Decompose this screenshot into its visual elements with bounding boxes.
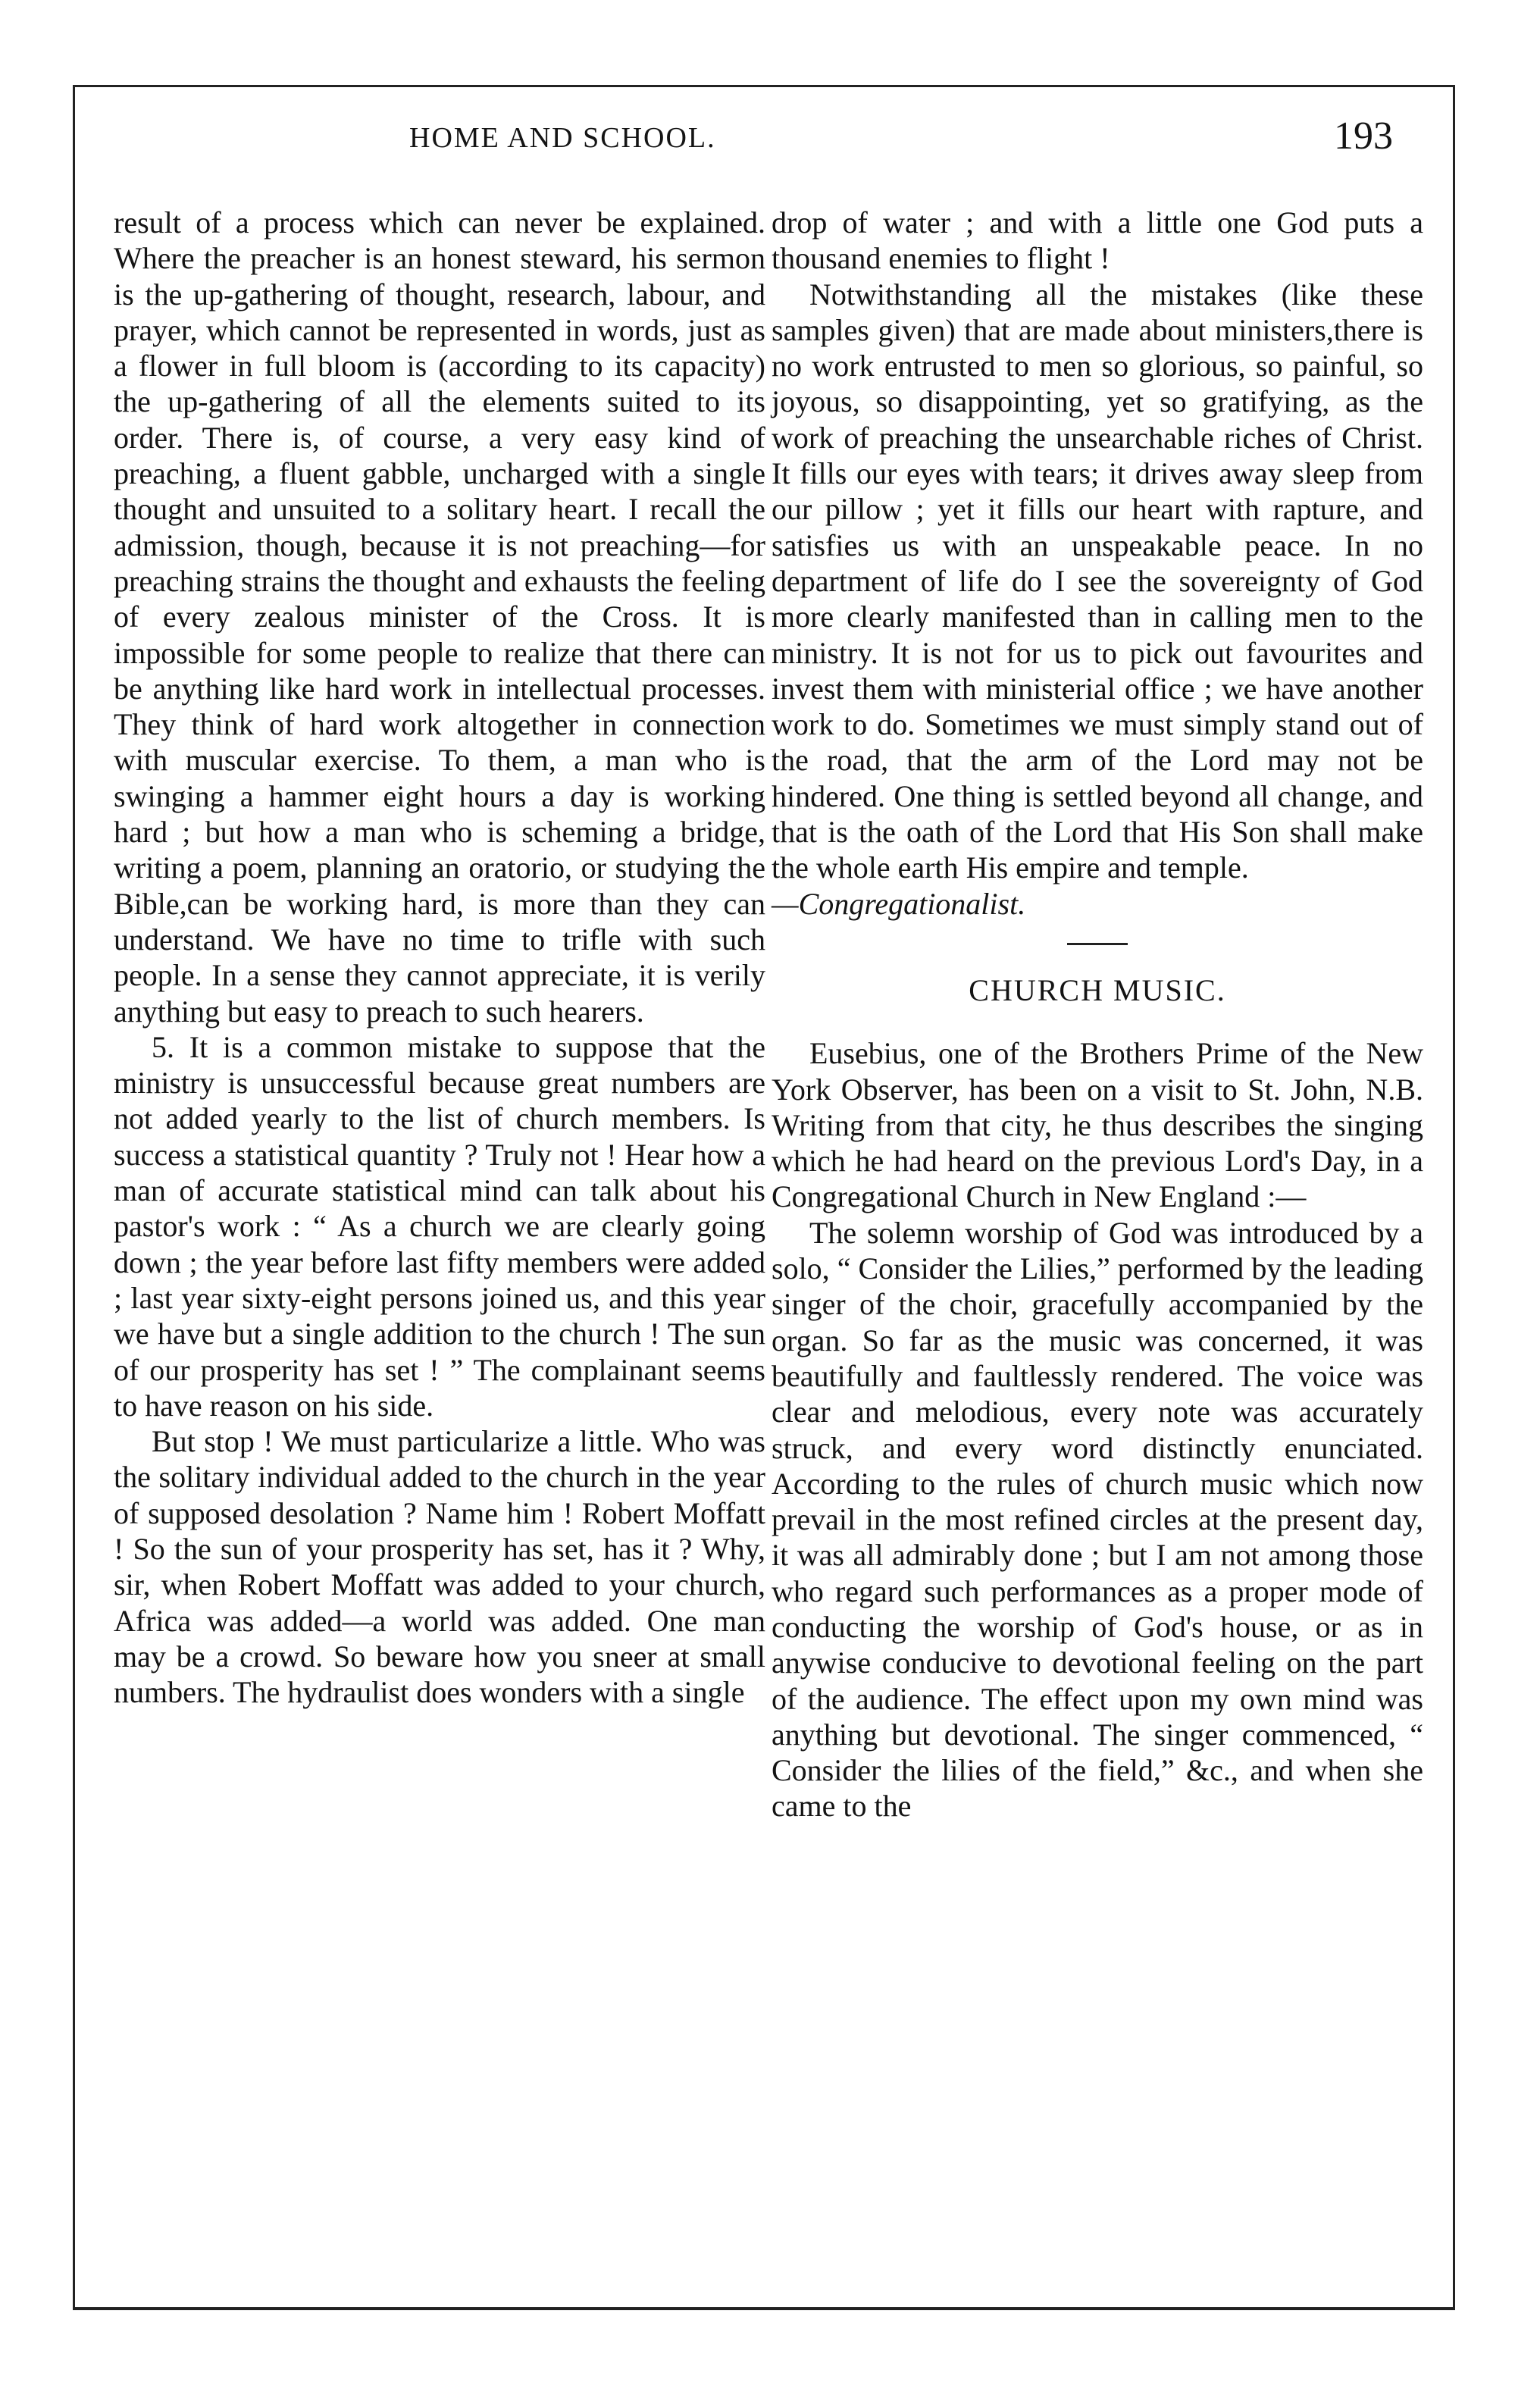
left-paragraph-2: 5. It is a common mistake to suppose that the ministry is unsuccessful because great numbers are not added yearly to the list of church members. Is success a statistical quantity ? Truly not ! Hear how a man of accurate statistical mind can talk about his pastor's work : “ As a church we are clearly going down ; the year before last fifty members were added ; last year sixty-eight persons joined us, and this year we have but a single addition to the church ! The sun of our prosperity has set ! ” The complainant seems to have reason on his side. xyxy=(114,1029,765,1423)
running-title: HOME AND SCHOOL. xyxy=(409,122,716,154)
source-attribution: —Congregationalist. xyxy=(772,886,1026,921)
right-paragraph-1: drop of water ; and with a little one God puts a thousand enemies to flight ! xyxy=(772,205,1423,276)
right-paragraph-2: Notwithstanding all the mistakes (like these samples given) that are made about ministers,there is no work entrusted to men so glorious, so painful, so joyous, so disappointing, yet so gratifying, as the work of preaching the unsearchable riches of Christ. It fills our eyes with tears; it drives away sleep from our pillow ; yet it fills our heart with rapture, and satisfies us with an unspeakable peace. In no department of life do I see the sovereignty of God more clearly manifested than in calling men to the ministry. It is not for us to pick out favourites and invest them with ministerial office ; we have another work to do. Sometimes we must simply stand out of the road, that the arm of the Lord may not be hindered. One thing is settled beyond all change, and that is the oath of the Lord that His Son shall make the whole earth His empire and temple. xyxy=(772,277,1423,885)
left-column xyxy=(114,205,765,1710)
left-paragraph-3: But stop ! We must particularize a little. Who was the solitary individual added to the church in the year of supposed desolation ? Name him ! Robert Moffatt ! So the sun of your prosperity has set, has it ? Why, sir, when Robert Moffatt was added to your church, Africa was added—a world was added. One man may be a crowd. So beware how you sneer at small numbers. The hydraulist does wonders with a single xyxy=(114,1424,765,1710)
right-paragraph-3: Eusebius, one of the Brothers Prime of the New York Observer, has been on a visit to St. John, N.B. Writing from that city, he thus describes the singing which he had heard on the previous Lord's Day, in a Congregational Church in New England :— xyxy=(772,1036,1423,1214)
section-divider xyxy=(1067,943,1128,945)
right-paragraph-4: The solemn worship of God was introduced by a solo, “ Consider the Lilies,” performed by the leading singer of the choir, gracefully accompanied by the organ. So far as the music was concerned, it was beautifully and faultlessly rendered. The voice was clear and melodious, every note was accurately struck, and every word distinctly enunciated. According to the rules of church music which now prevail in the most refined circles at the present day, it was all admirably done ; but I am not among those who regard such performances as a proper mode of conducting the worship of God's house, or as in anywise conducive to devotional feeling on the part of the audience. The effect upon my own mind was anything but devotional. The singer commenced, “ Consider the lilies of the field,” &c., and when she came to the xyxy=(772,1215,1423,1824)
section-title: CHURCH MUSIC. xyxy=(969,972,1226,1007)
bottom-rule xyxy=(73,2307,1455,2310)
right-column xyxy=(772,205,1423,1824)
page-number: 193 xyxy=(1334,114,1393,158)
left-paragraph-1: result of a process which can never be explained. Where the preacher is an honest steward, his sermon is the up-gathering of thought, research, labour, and prayer, which cannot be represented in words, just as a flower in full bloom is (according to its capacity) the up-gathering of all the elements suited to its order. There is, of course, a very easy kind of preaching, a fluent gabble, uncharged with a single thought and unsuited to a solitary heart. I recall the admission, though, because it is not preaching—for preaching strains the thought and exhausts the feeling of every zealous minister of the Cross. It is impossible for some people to realize that there can be anything like hard work in intellectual processes. They think of hard work altogether in connection with muscular exercise. To them, a man who is swinging a hammer eight hours a day is working hard ; but how a man who is scheming a bridge, writing a poem, planning an oratorio, or studying the Bible,can be working hard, is more than they can understand. We have no time to trifle with such people. In a sense they cannot appreciate, it is verily anything but easy to preach to such hearers. xyxy=(114,205,765,1029)
